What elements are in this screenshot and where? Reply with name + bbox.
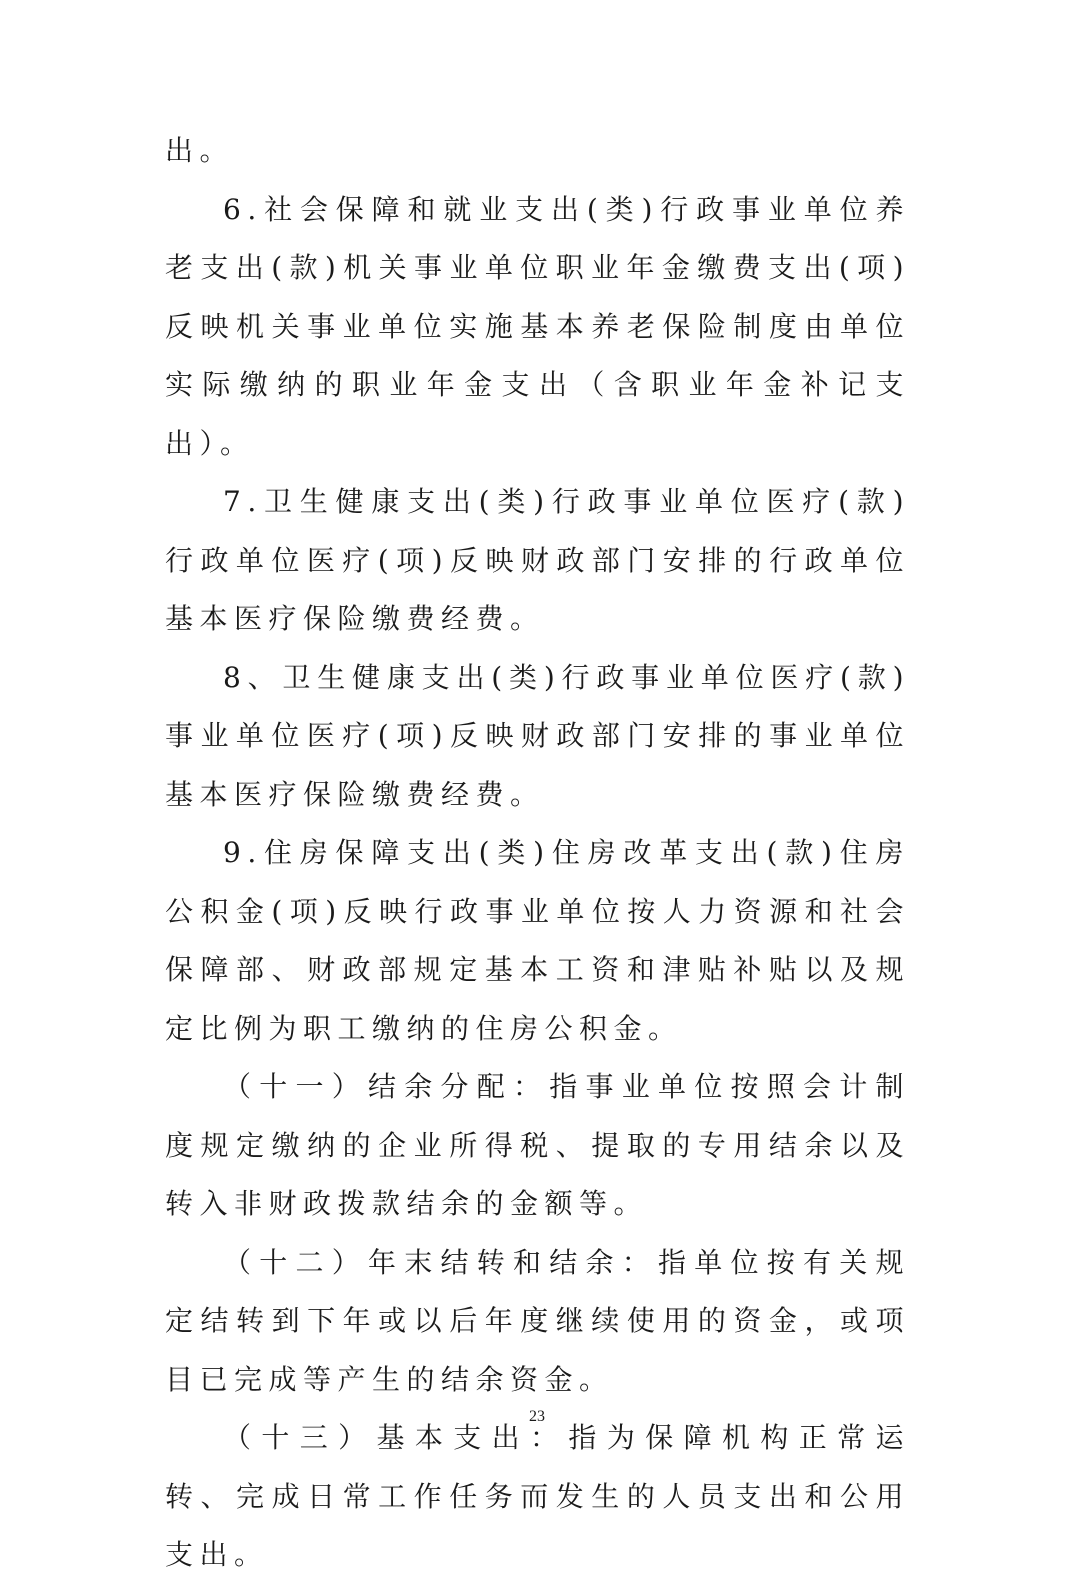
paragraph-section-13: （十三）基本支出：指为保障机构正常运转、完成日常工作任务而发生的人员支出和公用支出。 bbox=[165, 1421, 910, 1571]
paragraph-item-7: 7.卫生健康支出(类)行政事业单位医疗(款)行政单位医疗(项)反映财政部门安排的行政单位基本医疗保险缴费经费。 bbox=[165, 485, 910, 635]
paragraph-item-8: 8、卫生健康支出(类)行政事业单位医疗(款)事业单位医疗(项)反映财政部门安排的事业单位基本医疗保险缴费经费。 bbox=[165, 660, 910, 811]
document-body bbox=[165, 122, 910, 1585]
paragraph-item-9: 9.住房保障支出(类)住房改革支出(款)住房公积金(项)反映行政事业单位按人力资源和社会保障部、财政部规定基本工资和津贴补贴以及规定比例为职工缴纳的住房公积金。 bbox=[165, 836, 910, 1045]
paragraph-section-11: （十一）结余分配：指事业单位按照会计制度规定缴纳的企业所得税、提取的专用结余以及转入非财政拨款结余的金额等。 bbox=[165, 1070, 910, 1220]
paragraph-section-12: （十二）年末结转和结余：指单位按有关规定结转到下年或以后年度继续使用的资金，或项目已完成等产生的结余资金。 bbox=[165, 1245, 910, 1396]
paragraph-continuation: 出。 bbox=[165, 134, 235, 167]
paragraph-item-6: 6.社会保障和就业支出(类)行政事业单位养老支出(款)机关事业单位职业年金缴费支出(项)反映机关事业单位实施基本养老保险制度由单位实际缴纳的职业年金支出（含职业年金补记支出）。 bbox=[165, 192, 910, 460]
page-number: 23 bbox=[529, 1408, 545, 1425]
